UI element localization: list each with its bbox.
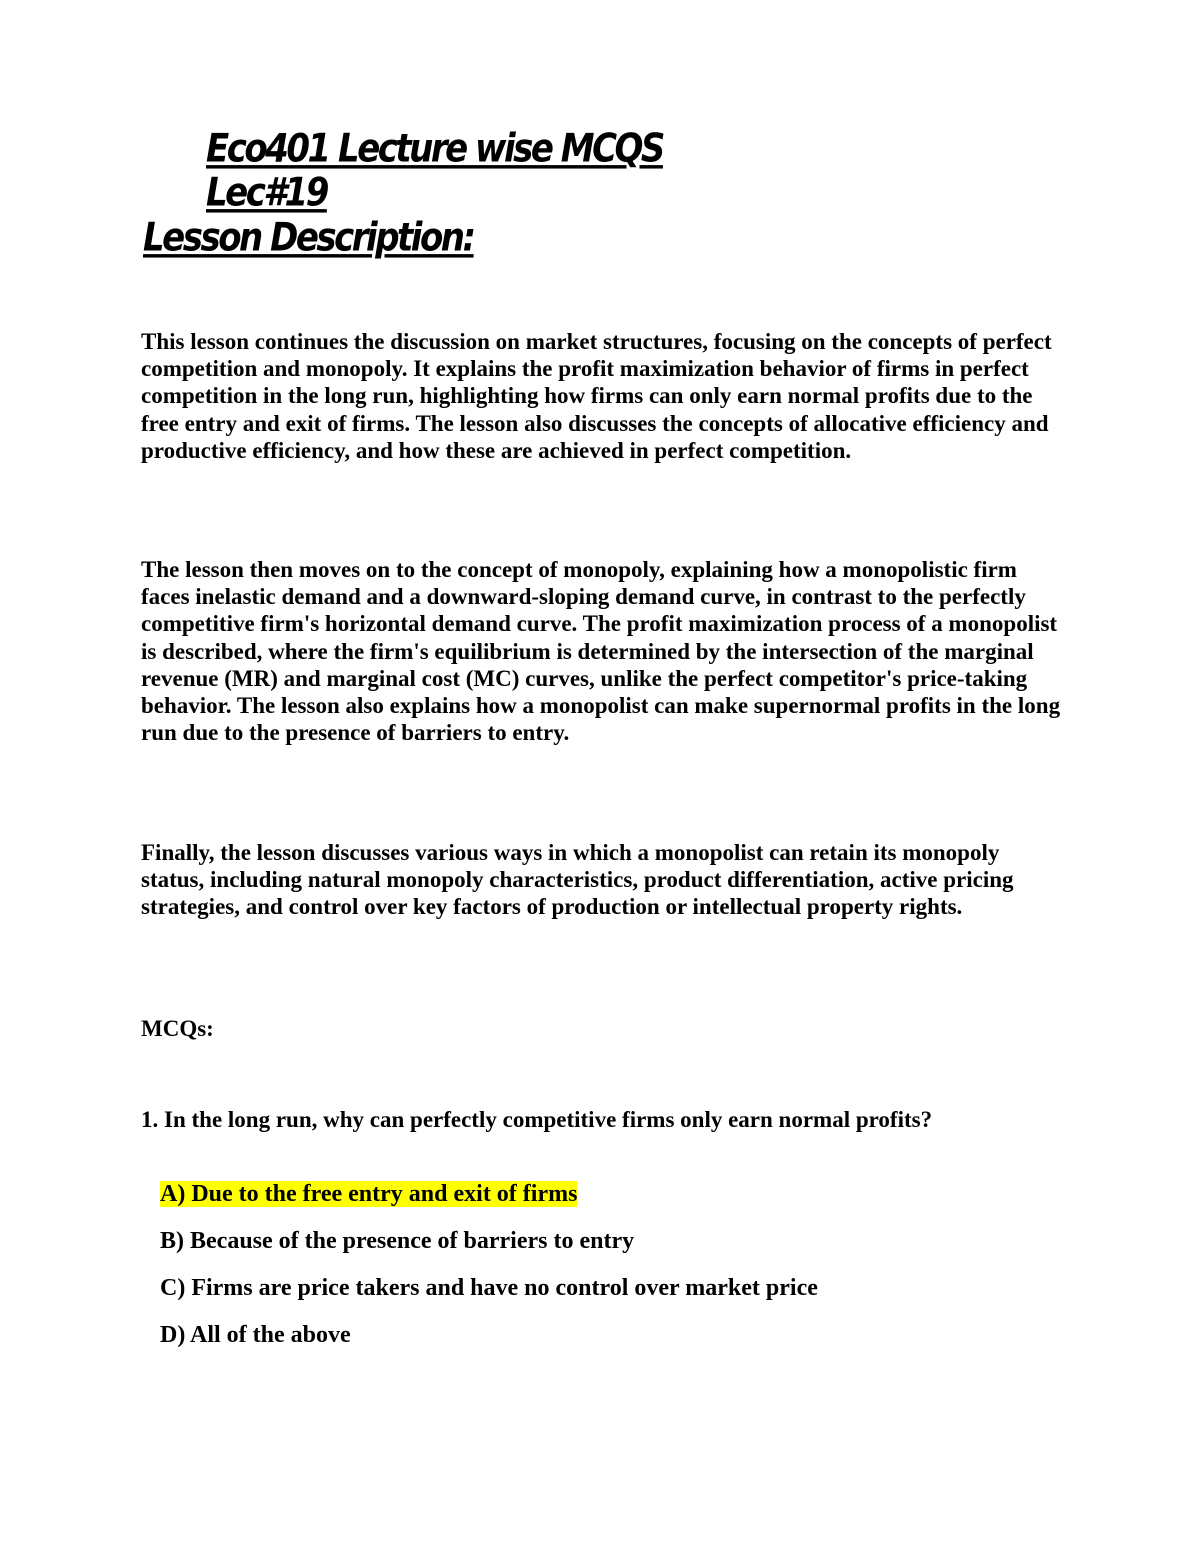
description-paragraph: This lesson continues the discussion on market structures, focusing on the concepts of perfect competition and monopoly. It explains the profit maximization behavior of firms in perfect competition in the long run, highlighting how firms can only earn normal profits due to the free entry and exit of firms. The lesson also discusses the concepts of allocative efficiency and productive efficiency, and how these are achieved in perfect competition.: [141, 329, 1052, 463]
question-text: 1. In the long run, why can perfectly competitive firms only earn normal profits?: [141, 1107, 933, 1132]
highlighted-answer: A) Due to the free entry and exit of firms: [160, 1181, 578, 1207]
answer-option-b: B) Because of the presence of barriers to entry: [160, 1228, 635, 1254]
answer-option-c: C) Firms are price takers and have no control over market price: [160, 1275, 818, 1301]
answer-option-a: [160, 1180, 577, 1208]
document-title: Eco401 Lecture wise MCQS: [206, 126, 663, 172]
answer-option-d: D) All of the above: [160, 1322, 351, 1348]
lesson-description-heading: Lesson Description:: [143, 215, 474, 261]
description-paragraph: Finally, the lesson discusses various ways in which a monopolist can retain its monopoly status, including natural monopoly characteristics, product differentiation, active pricing strategies, and control over key factors of production or intellectual property rights.: [141, 840, 1014, 920]
lecture-number-heading: Lec#19: [206, 170, 327, 216]
mcqs-label: MCQs:: [141, 1016, 214, 1041]
description-paragraph: The lesson then moves on to the concept of monopoly, explaining how a monopolistic firm faces inelastic demand and a downward-sloping demand curve, in contrast to the perfectly competitive firm's horizontal demand curve. The profit maximization process of a monopolist is described, where the firm's equilibrium is determined by the intersection of the marginal revenue (MR) and marginal cost (MC) curves, unlike the perfect competitor's price-taking behavior. The lesson also explains how a monopolist can make supernormal profits in the long run due to the presence of barriers to entry.: [141, 557, 1061, 746]
